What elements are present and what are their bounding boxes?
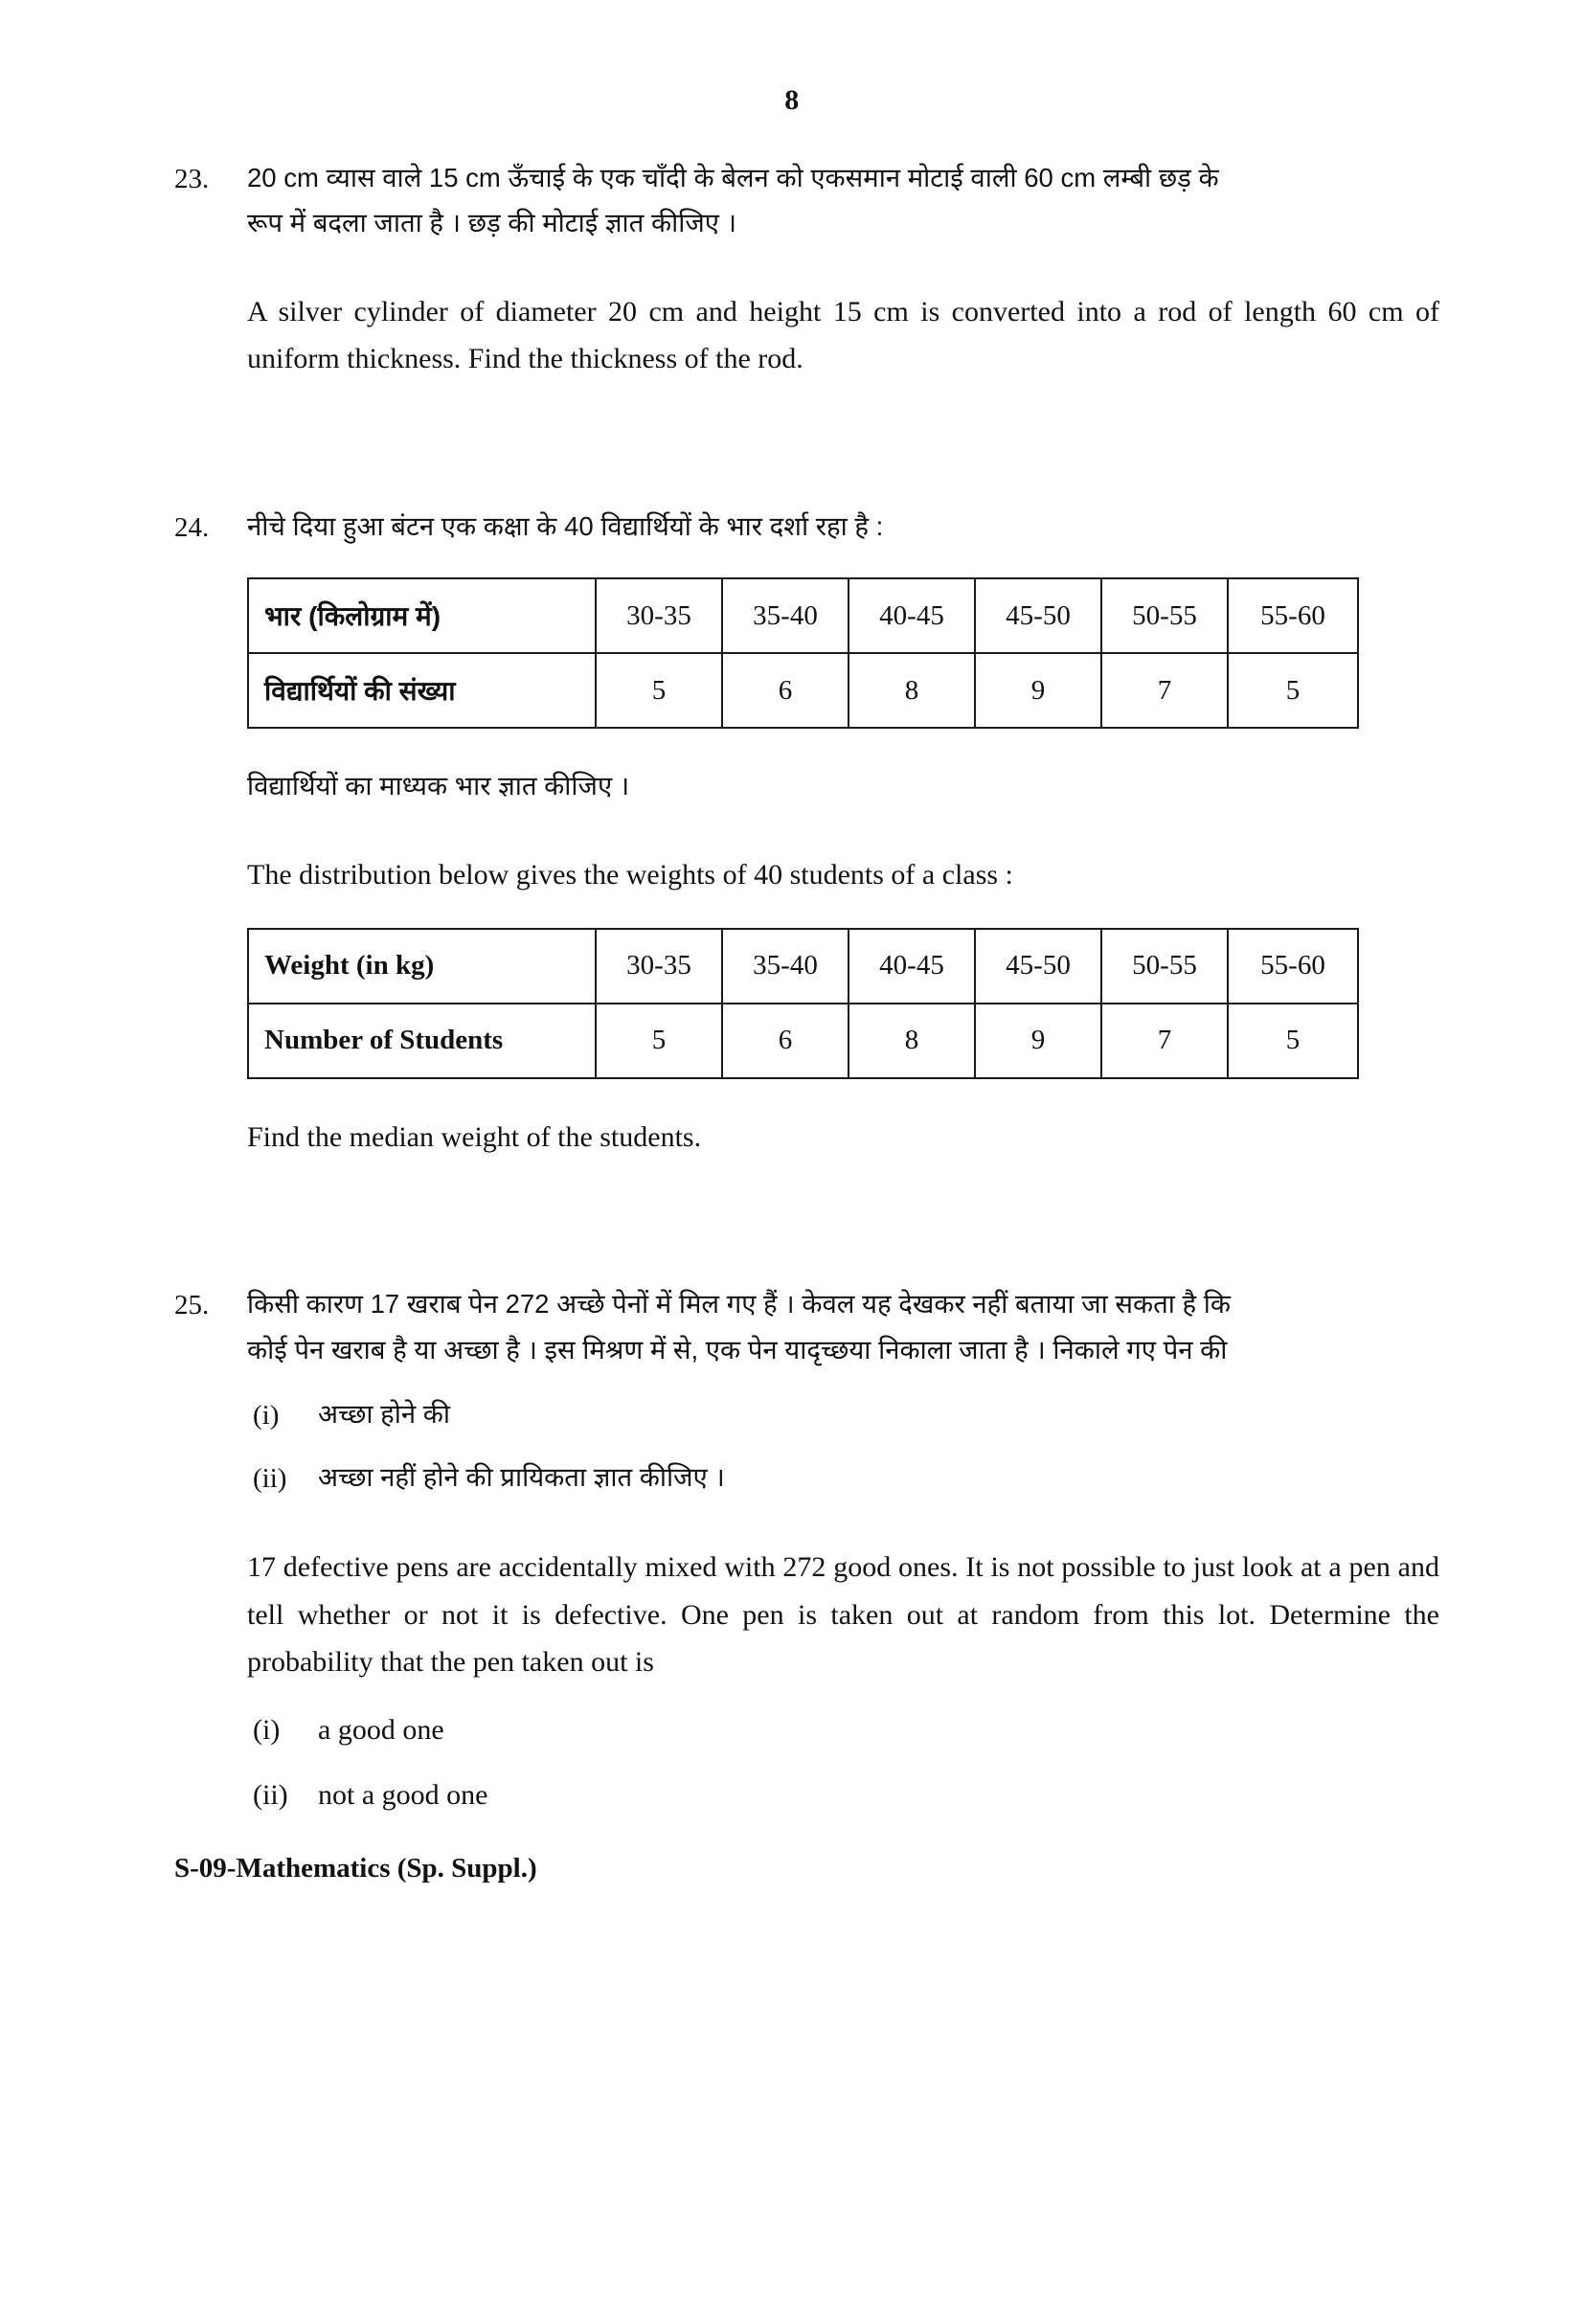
hindi-distribution-table [247,577,1359,729]
question-24-english-after-table: Find the median weight of the students. [247,1120,702,1153]
table-row [248,929,1358,1004]
table-row [248,578,1358,653]
table-row [248,653,1358,728]
hindi-option-text-ii: अच्छा नहीं होने की प्रायिकता ज्ञात कीजिए । [318,1462,725,1493]
english-frequency-5: 5 [1228,1004,1358,1078]
question-23-number: 23. [174,164,210,194]
hindi-option-marker-i: (i) [253,1399,280,1431]
hindi-interval-2: 40-45 [849,578,975,653]
hindi-interval-3: 45-50 [975,578,1101,653]
hindi-frequency-3: 9 [975,653,1101,728]
list-item [247,1772,1439,1818]
question-25-hindi-line1: किसी कारण 17 खराब पेन 272 अच्छे पेनों में मिल गए हैं । केवल यह देखकर नहीं बताया जा सकता है कि [247,1289,1231,1320]
question-23-hindi-line1: 20 cm व्यास वाले 15 cm ऊँचाई के एक चाँदी के बेलन को एकसमान मोटाई वाली 60 cm लम्बी छड़ के [247,163,1219,192]
english-interval-1: 35-40 [722,929,849,1004]
question-23-english: A silver cylinder of diameter 20 cm and height 15 cm is converted into a rod of length 60 cm of uniform thickness. Find the thickness of the rod. [247,295,1439,375]
hindi-frequency-5: 5 [1228,653,1358,728]
hindi-frequency-1: 6 [722,653,849,728]
english-interval-4: 50-55 [1101,929,1228,1004]
question-24-english-intro: The distribution below gives the weights of 40 students of a class : [247,858,1013,891]
question-25-hindi-options [247,1393,1439,1501]
hindi-interval-4: 50-55 [1101,578,1228,653]
english-distribution-table [247,928,1359,1079]
page-number: 8 [784,84,800,116]
question-23 [174,155,1462,383]
english-option-text-i: a good one [318,1714,444,1747]
footer-area [122,1853,1462,1884]
hindi-interval-0: 30-35 [596,578,722,653]
hindi-frequency-4: 7 [1101,653,1228,728]
list-item [247,1456,1439,1500]
hindi-frequency-2: 8 [849,653,975,728]
question-25-number: 25. [174,1290,210,1321]
english-interval-3: 45-50 [975,929,1101,1004]
question-24 [174,504,1462,1161]
question-25-hindi-line2: कोई पेन खराब है या अच्छा है । इस मिश्रण में से, एक पेन यादृच्छया निकाला जाता है । निकाले गए पेन की [247,1334,1228,1365]
english-interval-5: 55-60 [1228,929,1358,1004]
page-content [122,155,1462,1818]
hindi-table-row2-label: विद्यार्थियों की संख्या [248,653,596,728]
hindi-option-text-i: अच्छा होने की [318,1398,451,1429]
question-24-hindi-after-table: विद्यार्थियों का माध्यक भार ज्ञात कीजिए । [247,771,630,801]
english-frequency-2: 8 [849,1004,975,1078]
english-frequency-3: 9 [975,1004,1101,1078]
english-table-row1-label: Weight (in kg) [248,929,596,1004]
question-24-number: 24. [174,512,210,544]
english-table-row2-label: Number of Students [248,1004,596,1078]
question-24-hindi-intro: नीचे दिया हुआ बंटन एक कक्षा के 40 विद्यार्थियों के भार दर्शा रहा है : [247,511,884,542]
table-row [248,1004,1358,1078]
hindi-frequency-0: 5 [596,653,722,728]
english-interval-0: 30-35 [596,929,722,1004]
english-frequency-0: 5 [596,1004,722,1078]
english-frequency-4: 7 [1101,1004,1228,1078]
question-25-body [247,1281,1439,1818]
hindi-interval-1: 35-40 [722,578,849,653]
english-option-marker-i: (i) [253,1714,281,1747]
english-option-marker-ii: (ii) [253,1779,288,1812]
question-24-body [247,504,1439,1161]
hindi-table-row1-label: भार (किलोग्राम में) [248,578,596,653]
question-25-english: 17 defective pens are accidentally mixed with 272 good ones. It is not possible to just look at a pen and tell whether or not it is defective. One pen is taken out at random from this lot. Determine the probability that the pen taken out is [247,1550,1439,1679]
question-25-english-options [247,1707,1439,1818]
question-23-hindi-line2: रूप में बदला जाता है । छड़ की मोटाई ज्ञात कीजिए । [247,208,737,238]
hindi-interval-5: 55-60 [1228,578,1358,653]
page-footer: S-09-Mathematics (Sp. Suppl.) [174,1853,537,1884]
english-option-text-ii: not a good one [318,1779,488,1812]
list-item [247,1707,1439,1753]
english-interval-2: 40-45 [849,929,975,1004]
hindi-option-marker-ii: (ii) [253,1463,287,1495]
list-item [247,1393,1439,1437]
exam-page [0,84,1584,2324]
question-23-body [247,155,1439,383]
question-25 [174,1281,1462,1818]
english-frequency-1: 6 [722,1004,849,1078]
